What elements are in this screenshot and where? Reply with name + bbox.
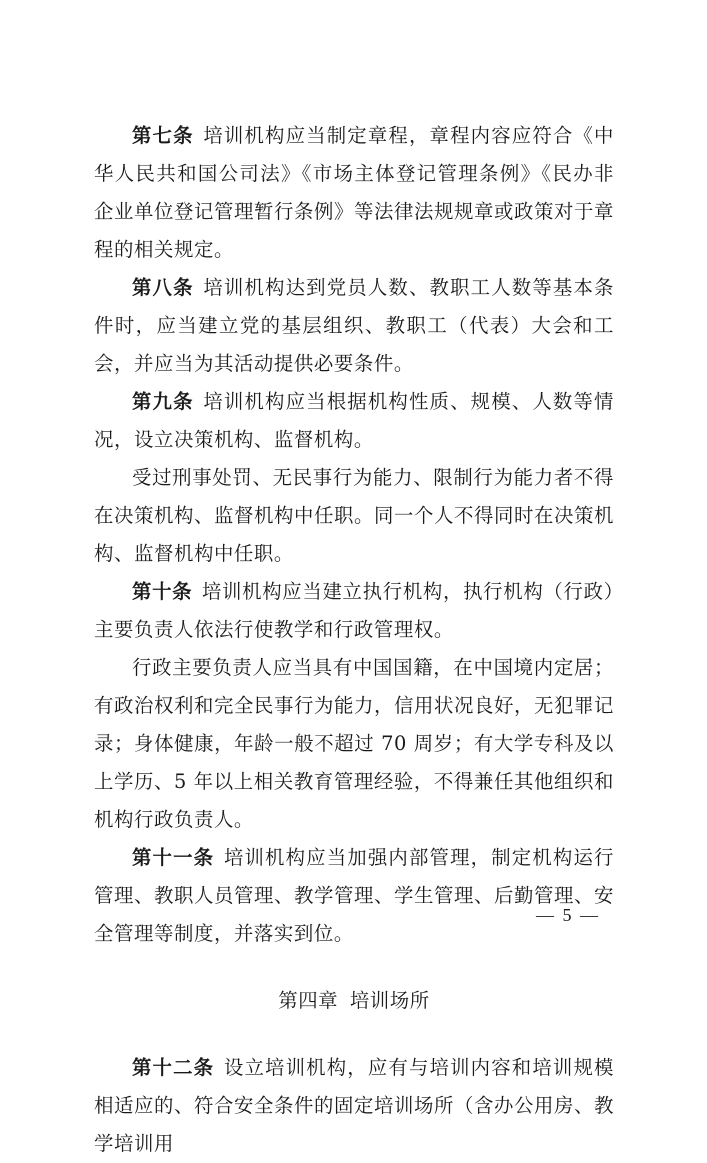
- article-7: [94, 117, 614, 269]
- article-text: 设立培训机构，应有与培训内容和培训规模相适应的、符合安全条件的固定培训场所（含办公用房、教学培训用: [94, 1056, 614, 1155]
- article-label: 第九条: [132, 390, 194, 413]
- article-10: [94, 573, 614, 649]
- article-12: [94, 1049, 614, 1163]
- article-10-paragraph-2: [94, 649, 614, 839]
- article-label: 第七条: [132, 124, 194, 147]
- article-text: 培训机构应当建立执行机构，执行机构（行政）主要负责人依法行使教学和行政管理权。: [94, 580, 614, 641]
- article-text: 培训机构应当加强内部管理，制定机构运行管理、教职人员管理、教学管理、学生管理、后勤管理、安全管理等制度，并落实到位。: [94, 846, 614, 945]
- article-label: 第十二条: [132, 1056, 215, 1079]
- article-label: 第八条: [132, 276, 194, 299]
- article-label: 第十一条: [132, 846, 215, 869]
- article-text: 培训机构达到党员人数、教职工人数等基本条件时，应当建立党的基层组织、教职工（代表）大会和工会，并应当为其活动提供必要条件。: [94, 276, 614, 375]
- page-number: — 5 —: [536, 905, 600, 925]
- article-text: 行政主要负责人应当具有中国国籍，在中国境内定居；有政治权利和完全民事行为能力，信用状况良好，无犯罪记录；身体健康，年龄一般不超过 70 周岁；有大学专科及以上学历、5 年以上相关教育管理经验，不得兼任其他组织和机构行政负责人。: [94, 656, 614, 831]
- article-label: 第十条: [132, 580, 193, 603]
- article-text: 培训机构应当制定章程，章程内容应符合《中华人民共和国公司法》《市场主体登记管理条例》《民办非企业单位登记管理暂行条例》等法律法规规章或政策对于章程的相关规定。: [94, 124, 614, 261]
- article-11: [94, 839, 614, 953]
- article-9-paragraph-2: [94, 459, 614, 573]
- article-8: [94, 269, 614, 383]
- document-body: [94, 117, 614, 1163]
- article-text: 受过刑事处罚、无民事行为能力、限制行为能力者不得在决策机构、监督机构中任职。同一个人不得同时在决策机构、监督机构中任职。: [94, 466, 614, 565]
- chapter-heading: [94, 982, 614, 1020]
- article-text: 培训机构应当根据机构性质、规模、人数等情况，设立决策机构、监督机构。: [94, 390, 614, 451]
- chapter-title: 培训场所: [349, 989, 430, 1012]
- chapter-number: 第四章: [278, 989, 339, 1012]
- article-9: [94, 383, 614, 459]
